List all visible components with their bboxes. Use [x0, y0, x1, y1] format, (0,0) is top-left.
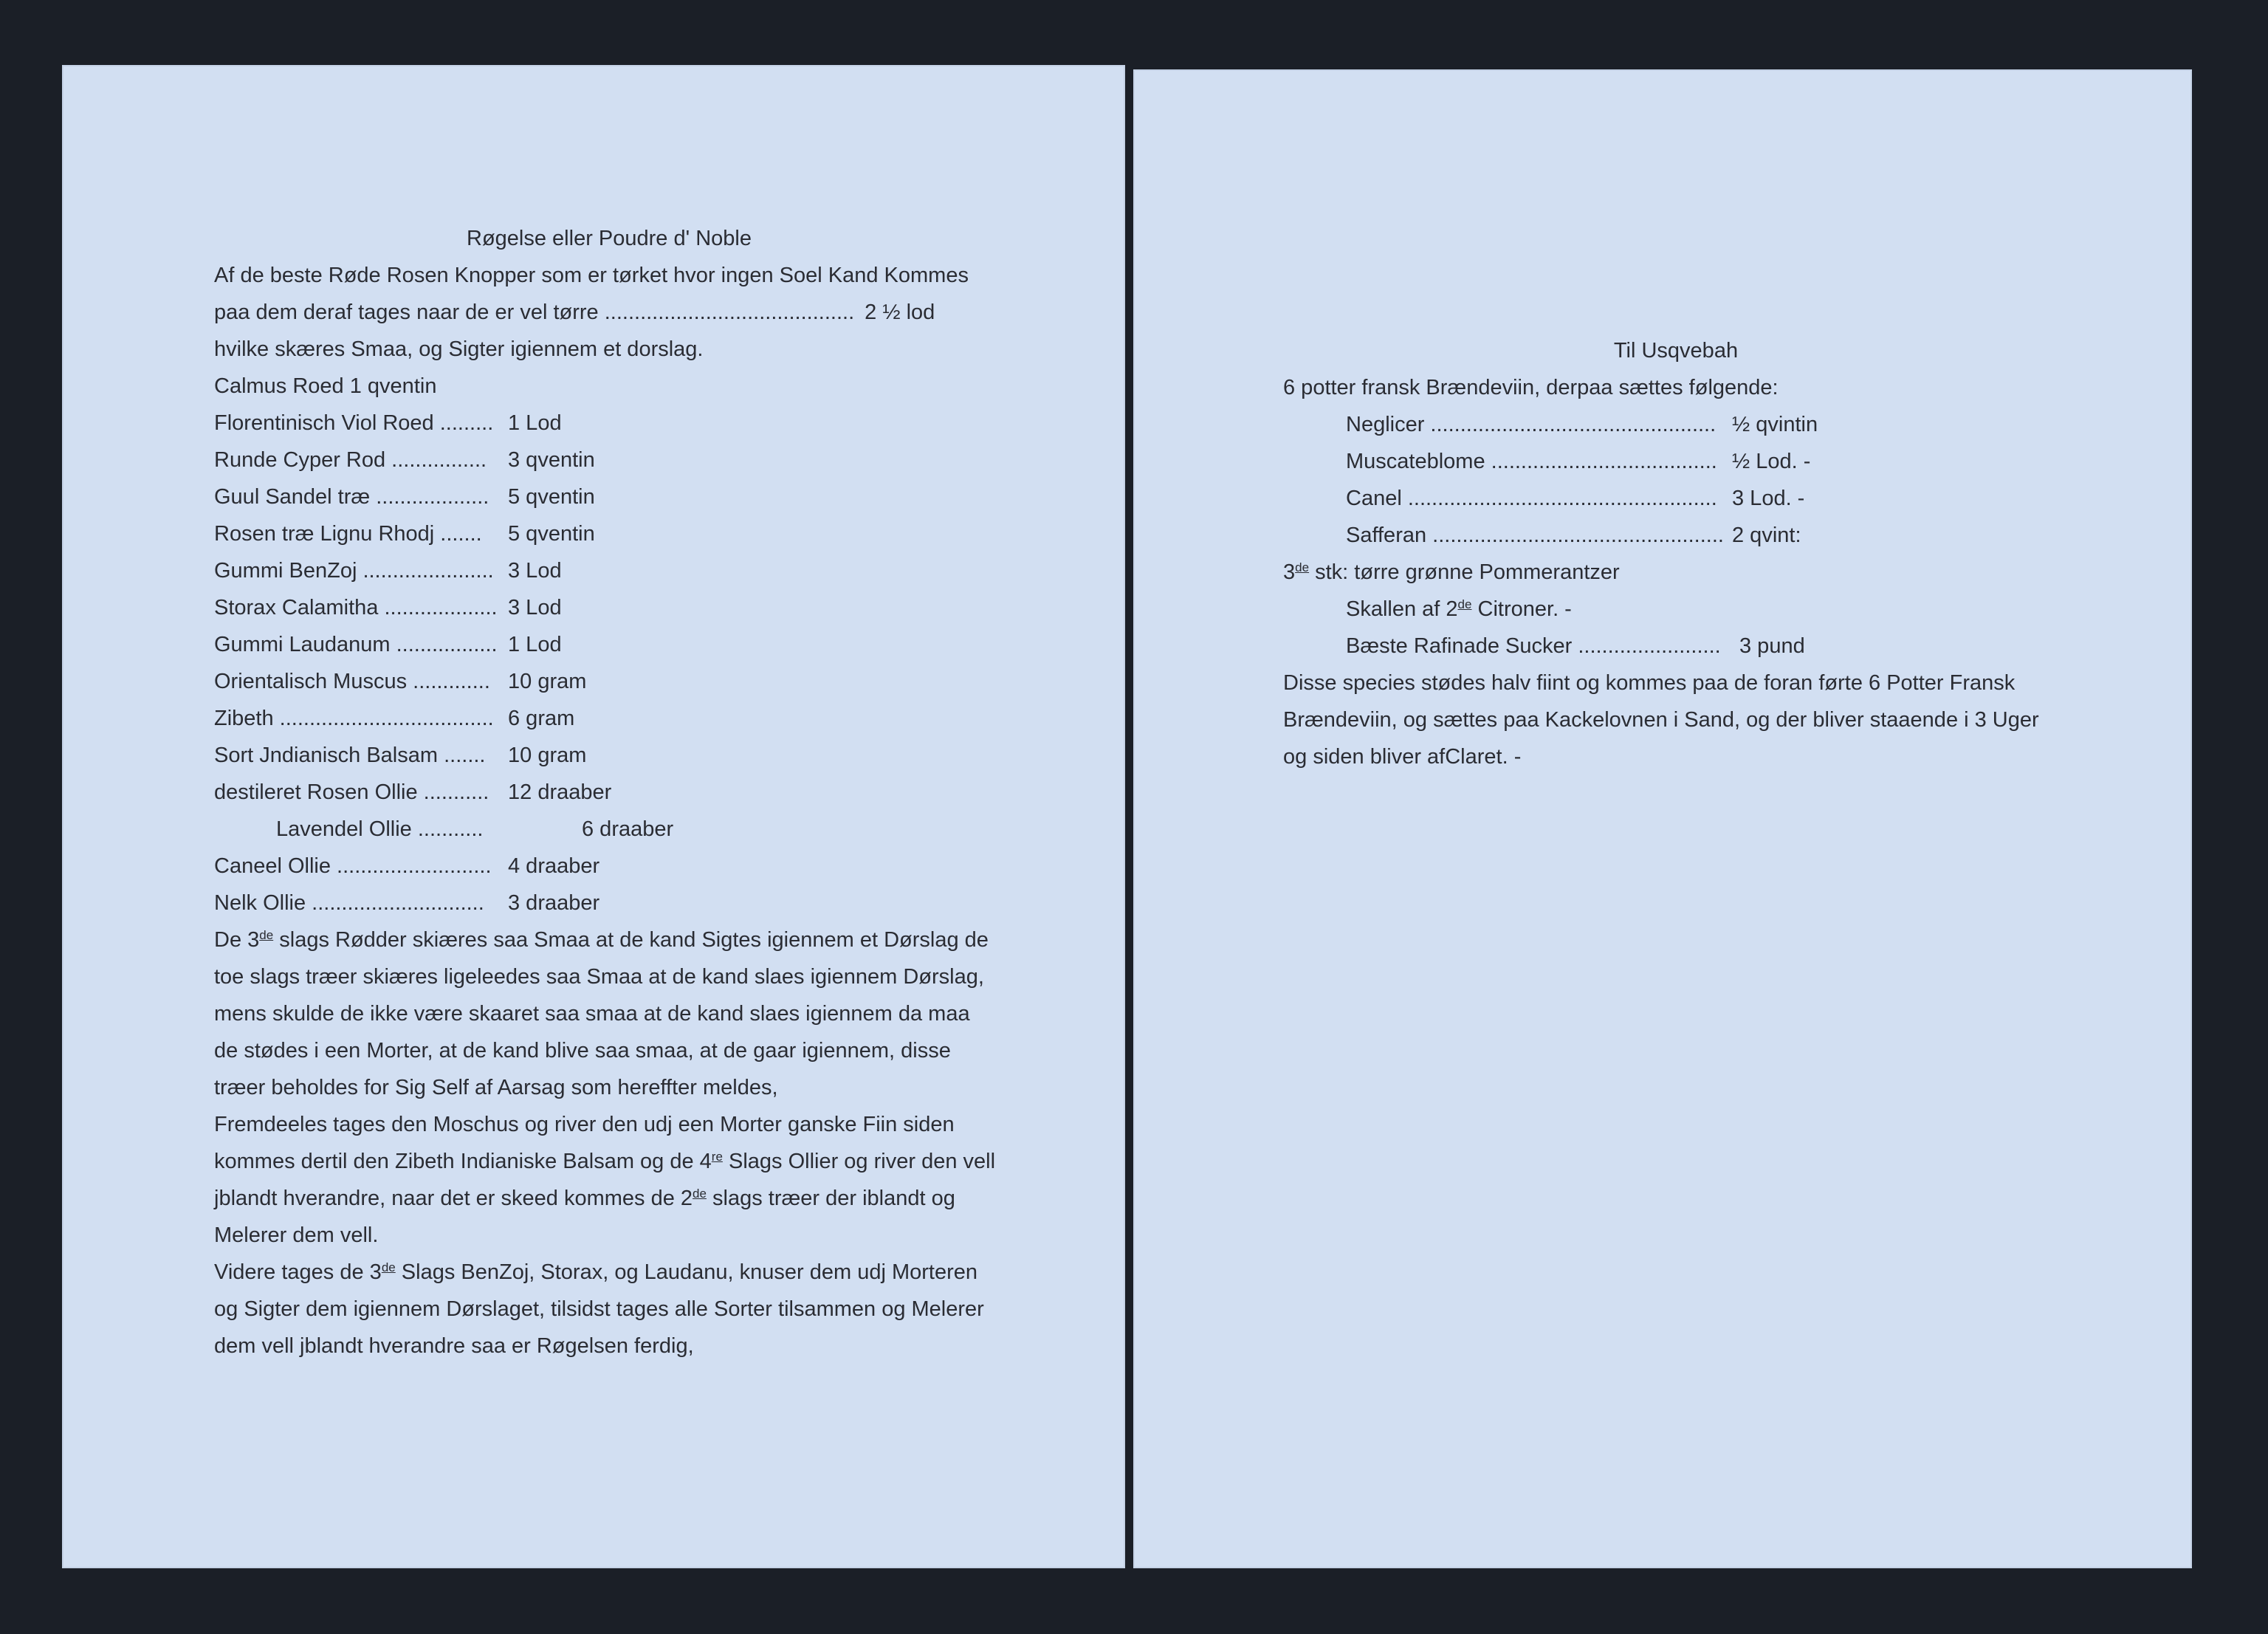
left-page [62, 65, 1125, 1568]
ingredient-name: Orientalisch Muscus ............. [214, 670, 490, 693]
ingredient-amount: 3 Lod. - [1732, 487, 1805, 510]
intro-line-3: hvilke skæres Smaa, og Sigter igiennem et dorslag. [214, 337, 704, 361]
ingredient-amount: 5 qventin [508, 522, 595, 546]
ingredient-row [214, 515, 1004, 552]
paragraph-line [214, 1180, 1004, 1217]
paragraph-line [214, 1328, 1004, 1364]
left-text-block [214, 220, 1004, 1364]
paragraph-3 [214, 1254, 1004, 1364]
ingredient-name: Neglicer ................................................ [1346, 413, 1717, 436]
paragraph-line [214, 1069, 1004, 1106]
paragraph-line [214, 1291, 1004, 1328]
closing-line: og siden bliver afClaret. - [1283, 745, 1522, 769]
ingredient-amount: 3 draaber [508, 891, 600, 915]
ingredient-list-right [1283, 406, 2069, 554]
paragraph-2 [214, 1106, 1004, 1254]
line-text-cont: Slags BenZoj, Storax, og Laudanu, knuser dem udj Morteren [395, 1260, 978, 1284]
ingredient-name: Sort Jndianisch Balsam ....... [214, 744, 486, 767]
ingredient-amount: 2 qvint: [1732, 524, 1801, 547]
ingredient-amount: 12 draaber [508, 780, 612, 804]
ordinal-suffix: de [381, 1260, 396, 1274]
ingredient-name: Canel .................................................... [1346, 487, 1717, 510]
ingredient-row [214, 848, 1004, 885]
right-text-block [1283, 332, 2069, 775]
ordinal-suffix: de [693, 1187, 707, 1201]
intro-line-2-text: paa dem deraf tages naar de er vel tørre .......................................... [214, 301, 855, 324]
line-text: toe slags træer skiæres ligeleedes saa Smaa at de kand slaes igiennem Dørslag, [214, 965, 984, 989]
line-text: Videre tages de 3 [214, 1260, 382, 1284]
line-text: træer beholdes for Sig Self af Aarsag som hereffter meldes, [214, 1076, 778, 1099]
paragraph-line [214, 958, 1004, 995]
ingredient-row [214, 737, 1004, 774]
ingredient-row [214, 478, 1004, 515]
ingredient-name: Guul Sandel træ ................... [214, 485, 489, 509]
paragraph-line [214, 1217, 1004, 1254]
ingredient-row [214, 442, 1004, 478]
ingredient-row [214, 626, 1004, 663]
ingredient-name: Rosen træ Lignu Rhodj ....... [214, 522, 482, 546]
ingredient-name: destileret Rosen Ollie ........... [214, 780, 489, 804]
line-text: mens skulde de ikke være skaaret saa smaa at de kand slaes igiennem da maa [214, 1002, 970, 1026]
line-text: kommes dertil den Zibeth Indianiske Balsam og de 4 [214, 1150, 712, 1173]
intro-line-2-amount: 2 ½ lod [865, 301, 935, 324]
ingredient-amount: ½ Lod. - [1732, 450, 1811, 473]
usqvebah-intro: 6 potter fransk Brændeviin, derpaa sættes følgende: [1283, 376, 1779, 399]
ingredient-amount: 10 gram [508, 670, 587, 693]
citroner-line: Skallen af 2de Citroner. - [1346, 597, 1572, 621]
intro-line-1: Af de beste Røde Rosen Knopper som er tørket hvor ingen Soel Kand Kommes [214, 264, 969, 287]
usqvebah-ingredient-row [1283, 517, 2069, 554]
ingredient-name: Florentinisch Viol Roed ......... [214, 411, 494, 435]
intro-line-2 [214, 294, 1004, 331]
paragraph-line [214, 995, 1004, 1032]
ingredient-name: Gummi Laudanum ................. [214, 633, 498, 656]
line-text-cont: slags Rødder skiæres saa Smaa at de kand Sigtes igiennem et Dørslag de [273, 928, 989, 952]
ordinal-suffix: de [259, 928, 274, 942]
paragraph-line [214, 921, 1004, 958]
line-text: jblandt hverandre, naar det er skeed kommes de 2 [214, 1187, 693, 1210]
ingredient-row [214, 774, 1004, 811]
ingredient-amount: 1 Lod [508, 411, 562, 435]
ingredient-list-left [214, 405, 1004, 921]
sucker-line: Bæste Rafinade Sucker ........................ 3 pund [1346, 634, 1805, 658]
right-page [1133, 69, 2192, 1568]
ingredient-amount: 5 qventin [508, 485, 595, 509]
ingredient-name: Nelk Ollie ............................. [214, 891, 484, 915]
ingredient-name: Runde Cyper Rod ................ [214, 448, 487, 472]
ingredient-row [214, 552, 1004, 589]
line-text: Melerer dem vell. [214, 1223, 379, 1247]
paragraph-line [214, 1143, 1004, 1180]
ingredient-row [214, 663, 1004, 700]
line-text-cont: slags træer der iblandt og [706, 1187, 955, 1210]
usqvebah-ingredient-row [1283, 406, 2069, 443]
paragraph-line [214, 1032, 1004, 1069]
ingredient-amount: 3 Lod [508, 559, 562, 583]
line-text: og Sigter dem igiennem Dørslaget, tilsidst tages alle Sorter tilsammen og Melerer [214, 1297, 984, 1321]
ingredient-row [214, 700, 1004, 737]
ingredient-amount: ½ qvintin [1732, 413, 1818, 436]
line-text: Fremdeeles tages den Moschus og river den udj een Morter ganske Fiin siden [214, 1113, 955, 1136]
pommerantzer-line: 3de stk: tørre grønne Pommerantzer [1283, 560, 1620, 584]
usqvebah-ingredient-row [1283, 443, 2069, 480]
ingredient-amount: 3 qventin [508, 448, 595, 472]
ingredient-amount: 3 Lod [508, 596, 562, 619]
calmus-line: Calmus Roed 1 qventin [214, 374, 437, 398]
paragraph-line [214, 1106, 1004, 1143]
recipe-title-rogelse: Røgelse eller Poudre d' Noble [467, 227, 752, 250]
paragraph-line [214, 1254, 1004, 1291]
ingredient-row [214, 811, 1004, 848]
ingredient-row [214, 405, 1004, 442]
ordinal-suffix: re [711, 1150, 723, 1164]
ingredient-amount: 4 draaber [508, 854, 600, 878]
ingredient-row [214, 885, 1004, 921]
line-text: De 3 [214, 928, 260, 952]
ingredient-row [214, 589, 1004, 626]
ingredient-name: Safferan ................................................. [1346, 524, 1724, 547]
ingredient-name: Lavendel Ollie ........... [276, 817, 484, 841]
ingredient-amount: 10 gram [508, 744, 587, 767]
ingredient-name: Zibeth .................................... [214, 707, 494, 730]
usqvebah-ingredient-row [1283, 480, 2069, 517]
ingredient-name: Caneel Ollie .......................... [214, 854, 492, 878]
ingredient-name: Muscateblome ...................................... [1346, 450, 1717, 473]
paragraph-1 [214, 921, 1004, 1106]
closing-line: Brændeviin, og sættes paa Kackelovnen i Sand, og der bliver staaende i 3 Uger [1283, 708, 2039, 732]
recipe-title-usqvebah: Til Usqvebah [1613, 339, 1739, 363]
ingredient-amount: 1 Lod [508, 633, 562, 656]
ingredient-name: Storax Calamitha ................... [214, 596, 498, 619]
line-text: de stødes i een Morter, at de kand blive saa smaa, at de gaar igiennem, disse [214, 1039, 951, 1063]
line-text-cont: Slags Ollier og river den vell [722, 1150, 996, 1173]
closing-line: Disse species stødes halv fiint og kommes paa de foran førte 6 Potter Fransk [1283, 671, 2016, 695]
ingredient-name: Gummi BenZoj ...................... [214, 559, 494, 583]
closing-paragraph [1283, 665, 2069, 775]
line-text: dem vell jblandt hverandre saa er Røgelsen ferdig, [214, 1334, 694, 1358]
ingredient-amount: 6 draaber [582, 817, 674, 841]
ingredient-amount: 6 gram [508, 707, 575, 730]
